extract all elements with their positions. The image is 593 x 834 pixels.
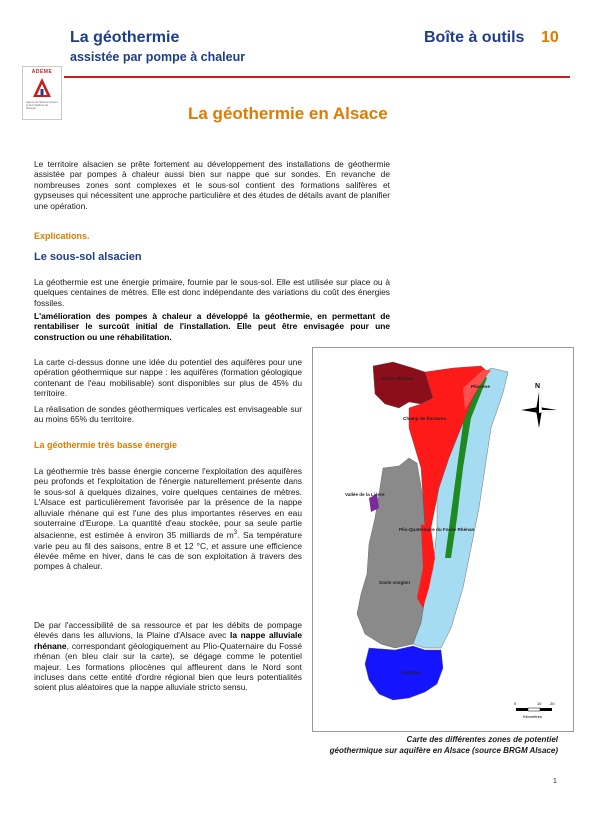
page-number: 1: [553, 778, 557, 785]
section1-heading: Le sous-sol alsacien: [34, 251, 142, 263]
section2-para2-bold: la nappe alluviale rhénane: [34, 630, 302, 651]
section1-para2: L'amélioration des pompes à chaleur a développé la géothermie, en permettant de rentabiliser le surcoût initial de l'installation. Elle peut être envisagée pour une construction ou une réhabilitation.: [34, 311, 390, 342]
scale-tick-0: 0: [514, 701, 517, 706]
intro-paragraph: Le territoire alsacien se prête fortement au développement des installations de géothermie assistée par pompes à chaleur aussi bien sur nappe que sur sondes. En revanche de nombreuses zones sont complexes et le sous-sol contient des formations salifères et gypseuses qui nécessitent une approche particulière et des études de détails avant de planifier une opération.: [34, 159, 390, 211]
section2-para1-sup: 3: [233, 530, 238, 537]
map-caption: [300, 735, 558, 756]
label-champ-fractures: Champ de fractures: [403, 416, 447, 421]
caption-line2: géothermique sur aquifère en Alsace (source BRGM Alsace): [329, 745, 558, 755]
section2-para1-a: La géothermie très basse énergie concerne l'exploitation des aquifères peu profonds et l'exploitation de l'énergie naturellement présente dans le sous-sol à quelques dizaines, voire quelques centaines de mètres. L'Alsace est particulièrement favorisée par la présence de la nappe alluviale rhénane qui est l'une des plus importantes réserves en eau souterraine d'Europe. La quantité d'eau stockée, pour sa seule partie alsacienne, est estimée à environ 35 milliards de m: [34, 466, 302, 541]
alsace-aquifer-map: [313, 348, 573, 731]
header-title: La géothermie: [70, 29, 180, 46]
label-plio-quaternaire: Plio-Quaternaire du Fossé Rhénan: [399, 527, 475, 532]
map-zone-socle-vosgien: [357, 458, 433, 648]
label-pliocene: Pliocène: [471, 384, 490, 389]
logo-mark-icon: [32, 77, 52, 99]
scale-tick-10: 10: [537, 701, 542, 706]
label-vallee-lievre: Vallée de la Lièvre: [345, 492, 385, 497]
logo-name: ADEME: [31, 69, 53, 75]
explications-label: Explications.: [34, 231, 90, 241]
section2-heading: La géothermie très basse énergie: [34, 440, 178, 450]
toolbox-label: Boîte à outils: [424, 29, 525, 46]
section1-para3: La carte ci-dessus donne une idée du potentiel des aquifères pour une opération géothermique sur nappe : les aquifères (formation géologique contenant de l'eau mobilisable) sont disponibles sur plus de 45% du territoire.: [34, 357, 302, 399]
scale-bar: [514, 701, 555, 719]
header-subtitle: assistée par pompe à chaleur: [70, 50, 246, 64]
toolbox-number: 10: [541, 29, 559, 46]
section2-para1: [34, 466, 302, 572]
section2-para2-a: De par l'accessibilité de sa ressource et par les débits de pompage élevés dans les alluvions, la Plaine d'Alsace avec: [34, 620, 302, 641]
page-title: La géothermie en Alsace: [188, 104, 388, 123]
caption-line1: Carte des différentes zones de potentiel: [406, 735, 558, 744]
section2-para1-b: . Sa température varie peu au fil des saisons, entre 8 et 12 °C, et assure une efficience élevée même en hiver, dans le cas de son exploitation à travers des pompes à chaleur.: [34, 530, 302, 572]
logo-agency: Agence de l'Environnement et de la Maîtrise de l'Énergie: [26, 101, 58, 110]
header-rule: [64, 76, 570, 78]
label-sundgau: Sundgau: [401, 670, 421, 675]
compass-icon: [521, 383, 557, 428]
ademe-logo: [22, 66, 62, 120]
section2-para2-b: , correspondant géologiquement au Plio-Quaternaire du Fossé rhénan (en bleu clair sur la carte), se dégage comme le potentiel majeur. Les formations pliocènes qui affleurent dans le Nord sont incluses dans cette entité d'ordre régional bien que leurs potentialités soient plus aléatoires que la nappe alluviale stricto sensu.: [34, 640, 302, 693]
section1-para4: La réalisation de sondes géothermiques verticales est envisageable sur au moins 65% du territoire.: [34, 404, 302, 425]
scale-unit: Kilomètres: [523, 714, 542, 719]
label-socle-vosgien: Socle vosgien: [379, 580, 410, 585]
label-alsace-bossue: Alsace Bossue: [381, 376, 414, 381]
section1-para1: La géothermie est une énergie primaire, fournie par le sous-sol. Elle est utilisée sur place ou à quelques centaines de mètres. Elle est donc indépendante des variations du coût des énergies fossiles.: [34, 277, 390, 308]
scale-tick-20: 20: [550, 701, 555, 706]
compass-north-label: N: [535, 383, 541, 390]
section2-para2: [34, 620, 302, 693]
map-figure: [312, 347, 574, 732]
